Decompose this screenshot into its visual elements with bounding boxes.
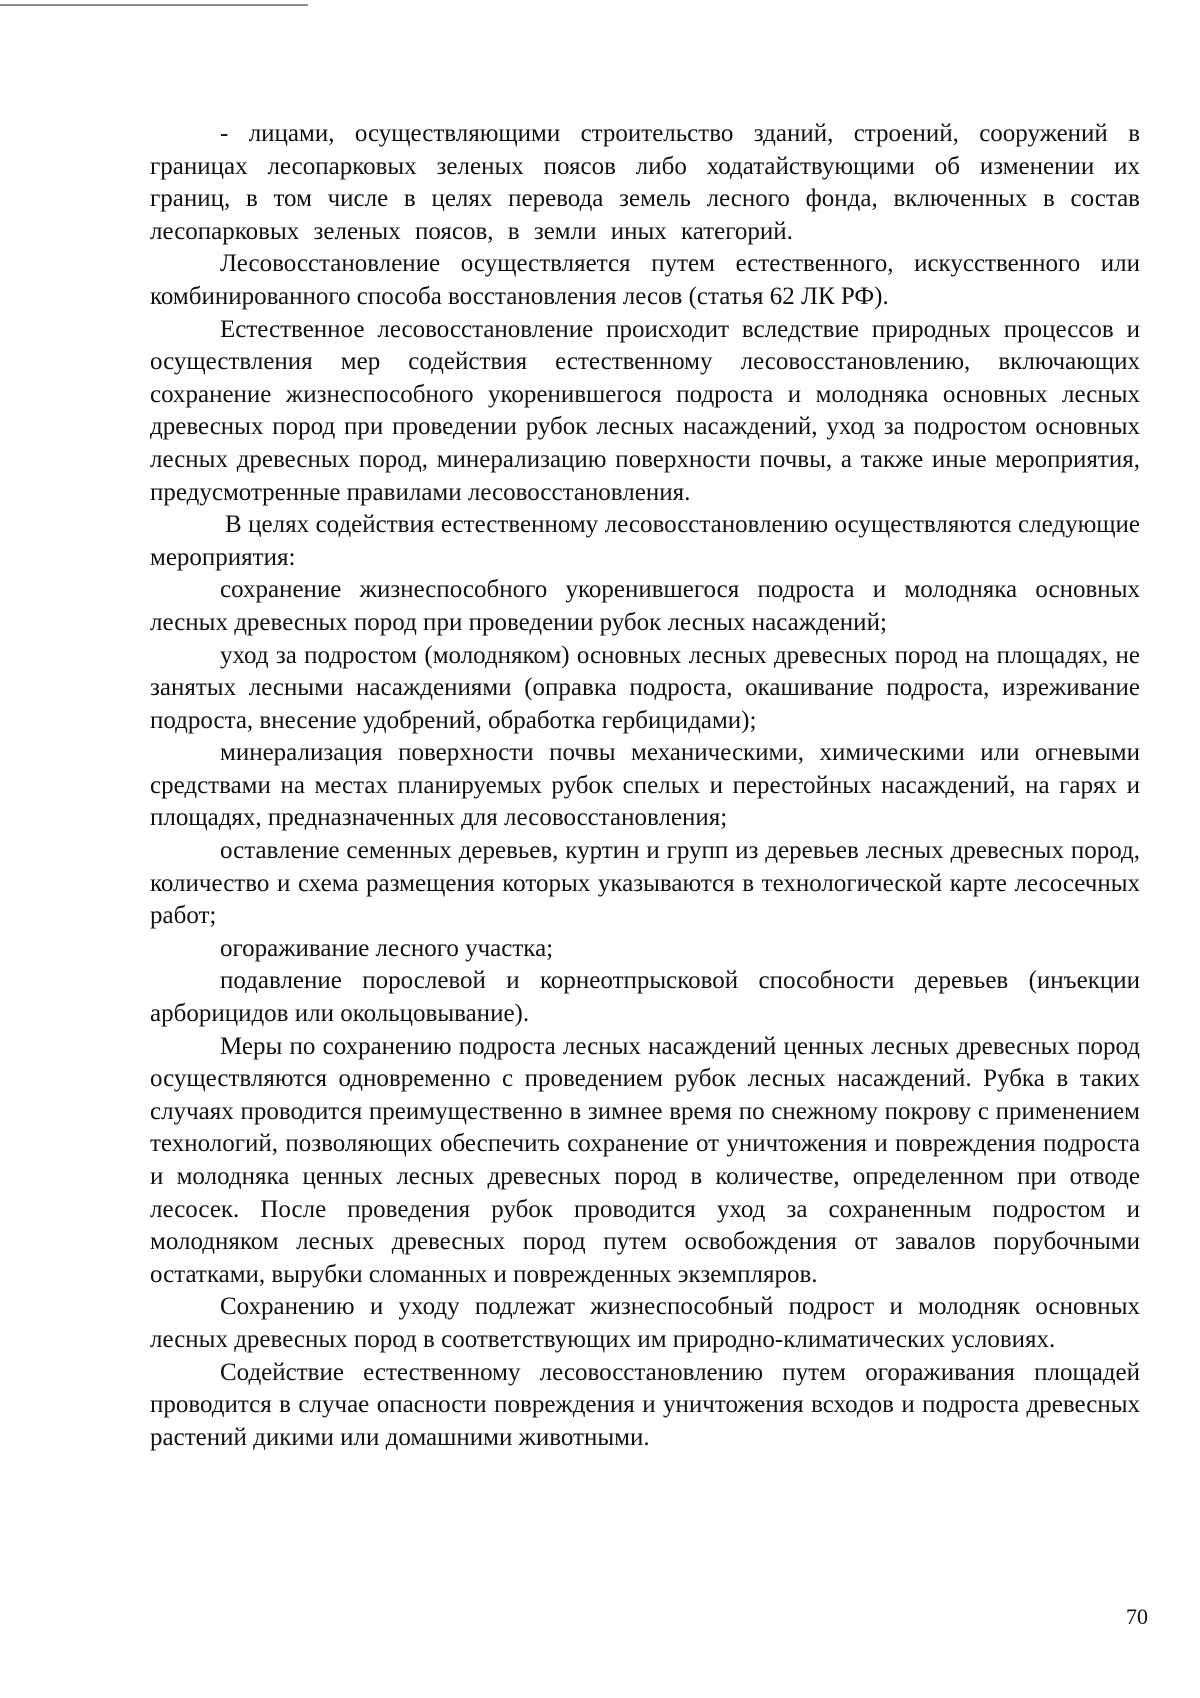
document-page-body	[150, 118, 1140, 1454]
list-item-fencing: огораживание лесного участка;	[220, 934, 554, 962]
paragraph-natural-reforestation: Естественное лесовосстановление происходит вследствие природных процессов и осуществления мер содействия естественному лесовосстановлению, включающих сохранение жизнеспособного укоренившегося подроста и молодняка основных лесных древесных пород при проведении рубок лесных насаждений, уход за подростом основных лесных древесных пород, минерализацию поверхности почвы, а также иные мероприятия, предусмотренные правилами лесовосстановления.	[150, 315, 1140, 506]
page-number: 70	[1126, 1604, 1148, 1629]
list-item-seed-trees: оставление семенных деревьев, куртин и групп из деревьев лесных древесных пород, количество и схема размещения которых указываются в технологической карте лесосечных работ;	[150, 837, 1140, 930]
paragraph-measures-intro: В целях содействия естественному лесовосстановлению осуществляются следующие мероприятия:	[150, 511, 1140, 571]
scan-edge-line	[0, 4, 308, 6]
paragraph-reforestation-methods: Лесовосстановление осуществляется путем естественного, искусственного или комбинированного способа восстановления лесов (статья 62 ЛК РФ).	[150, 250, 1140, 310]
list-item-preservation: сохранение жизнеспособного укоренившегося подроста и молодняка основных лесных древесных пород при проведении рубок лесных насаждений;	[150, 576, 1140, 636]
paragraph-list-item-dash: - лицами, осуществляющими строительство зданий, строений, сооружений в границах лесопарковых зеленых поясов либо ходатайствующими об изменении их границ, в том числе в целях перевода земель лесного фонда, включенных в состав лесопарковых зеленых поясов, в земли иных категорий.	[150, 120, 1140, 245]
paragraph-undergrowth-preservation: Меры по сохранению подроста лесных насаждений ценных лесных древесных пород осуществляются одновременно с проведением рубок лесных насаждений. Рубка в таких случаях проводится преимущественно в зимнее время по снежному покрову с применением технологий, позволяющих обеспечить сохранение от уничтожения и повреждения подроста и молодняка ценных лесных древесных пород в количестве, определенном при отводе лесосек. После проведения рубок проводится уход за сохраненным подростом и молодняком лесных древесных пород путем освобождения от завалов порубочными остатками, вырубки сломанных и поврежденных экземпляров.	[150, 1032, 1140, 1288]
list-item-soil-mineralization: минерализация поверхности почвы механическими, химическими или огневыми средствами на местах планируемых рубок спелых и перестойных насаждений, на гарях и площадях, предназначенных для лесовосстановления;	[150, 739, 1140, 832]
paragraph-fencing-assistance: Содействие естественному лесовосстановлению путем огораживания площадей проводится в случае опасности повреждения и уничтожения всходов и подроста древесных растений дикими или домашними животными.	[150, 1358, 1140, 1451]
list-item-sprout-suppression: подавление порослевой и корнеотпрысковой способности деревьев (инъекции арборицидов или окольцовывание).	[150, 967, 1140, 1028]
paragraph-care-subject: Сохранению и уходу подлежат жизнеспособный подрост и молодняк основных лесных древесных пород в соответствующих им природно-климатических условиях.	[150, 1293, 1140, 1353]
list-item-undergrowth-care: уход за подростом (молодняком) основных лесных древесных пород на площадях, не занятых лесными насаждениями (оправка подроста, окашивание подроста, изреживание подроста, внесение удобрений, обработка гербицидами);	[150, 641, 1140, 734]
